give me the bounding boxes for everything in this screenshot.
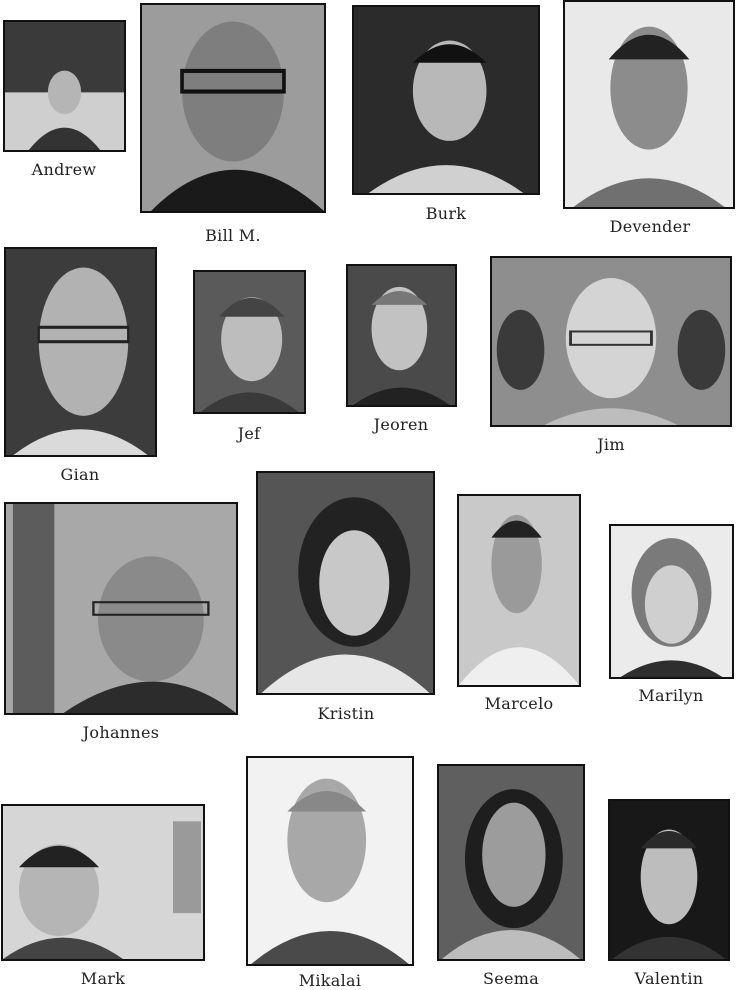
portrait-image	[611, 526, 732, 677]
name-label: Valentin	[634, 969, 704, 988]
name-label: Bill M.	[205, 226, 261, 245]
portrait-image	[459, 496, 579, 685]
photo-devender	[563, 0, 735, 209]
portrait-image	[492, 258, 730, 425]
photo-bill-m	[140, 3, 326, 213]
portrait-image	[248, 758, 412, 964]
portrait-image	[6, 249, 155, 455]
portrait-image	[439, 766, 583, 959]
name-label: Johannes	[82, 723, 160, 742]
portrait-image	[348, 266, 455, 405]
portrait-image	[3, 806, 203, 959]
photo-kristin	[256, 471, 435, 695]
portrait-image	[610, 801, 728, 959]
name-label: Burk	[425, 204, 467, 223]
name-label: Jeoren	[373, 415, 429, 434]
photo-jeoren	[346, 264, 457, 407]
name-label: Marcelo	[484, 694, 554, 713]
photo-burk	[352, 5, 540, 195]
portrait-image	[142, 5, 324, 211]
name-label: Seema	[482, 969, 540, 988]
portrait-image	[354, 7, 538, 193]
photo-valentin	[608, 799, 730, 961]
name-label: Andrew	[31, 160, 97, 179]
name-label: Marilyn	[638, 686, 704, 705]
photo-jim	[490, 256, 732, 427]
name-label: Jim	[597, 435, 625, 454]
photo-marilyn	[609, 524, 734, 679]
portrait-image	[565, 2, 733, 207]
photo-johannes	[4, 502, 238, 715]
name-label: Jef	[237, 424, 261, 443]
portrait-image	[6, 504, 236, 713]
portrait-image	[5, 22, 124, 150]
photo-seema	[437, 764, 585, 961]
portrait-image	[195, 272, 304, 412]
name-label: Mark	[80, 969, 126, 988]
photo-gian	[4, 247, 157, 457]
photo-marcelo	[457, 494, 581, 687]
photo-andrew	[3, 20, 126, 152]
photo-mark	[1, 804, 205, 961]
name-label: Gian	[60, 465, 100, 484]
portrait-image	[258, 473, 433, 693]
name-label: Mikalai	[298, 971, 362, 990]
name-label: Devender	[609, 217, 691, 236]
photo-jef	[193, 270, 306, 414]
photo-mikalai	[246, 756, 414, 966]
name-label: Kristin	[317, 704, 375, 723]
